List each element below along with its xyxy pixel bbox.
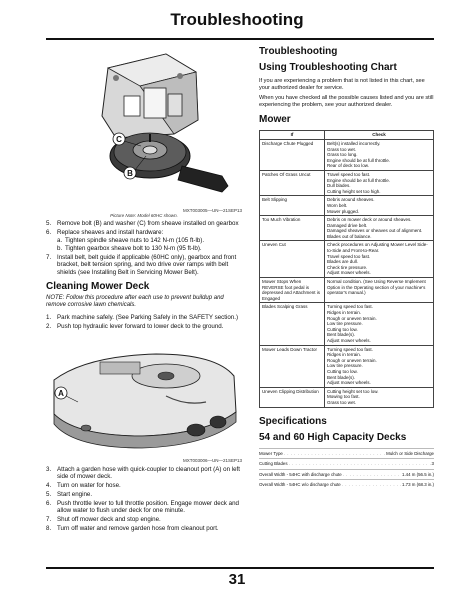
substep-letter: a.: [57, 237, 63, 245]
check-item: Rough or uneven terrain.: [327, 357, 377, 363]
troubleshooting-table-body: [260, 139, 434, 407]
step-text: Replace sheaves and install hardware:: [57, 228, 164, 236]
step-number: 3.: [46, 466, 52, 474]
step-number: 4.: [46, 482, 52, 490]
mower-deck-illustration: [46, 336, 242, 458]
leader-dots: [289, 461, 431, 467]
check-item: Dull blades.: [327, 183, 351, 189]
table-cell-check: [325, 170, 434, 195]
figure-sheave-gearbox: [46, 46, 242, 208]
header-rule: [46, 38, 434, 40]
step-text: Park machine safely. (See Parking Safely in the SAFETY section.): [57, 314, 239, 322]
step-text: Push top hydraulic lever forward to lower deck to the ground.: [57, 322, 224, 330]
table-row: [260, 303, 434, 345]
leader-dots: [342, 482, 401, 488]
table-row: [260, 216, 434, 241]
chart-heading: Using Troubleshooting Chart: [259, 62, 397, 73]
spec-value: Mulch or Side Discharge: [386, 450, 434, 456]
table-cell-if: Discharge Chute Plugged: [260, 139, 325, 170]
table-cell-if: Uneven Cut: [260, 241, 325, 278]
step-text: Remove bolt (B) and washer (C) from sheave installed on gearbox: [57, 220, 239, 227]
check-item: Rear of deck too low.: [327, 163, 370, 169]
figure-mower-deck: [46, 336, 242, 458]
check-item: Ridges in terrain.: [327, 352, 362, 358]
table-cell-check: [325, 196, 434, 216]
check-item: Grass too long.: [327, 152, 358, 158]
figure2-code: MXT003006—UN—21SEP13: [182, 458, 242, 464]
step-number: 1.: [46, 314, 52, 322]
spec-label: Cutting Blades: [259, 461, 288, 466]
table-row: [260, 196, 434, 216]
check-item: Engine should be at full throttle.: [327, 157, 391, 163]
check-item: Mower plugged.: [327, 208, 360, 214]
callout-a: A: [58, 389, 64, 399]
step-text: Install belt, belt guide if applicable (60HC only), gearbox and front bracket, belt tension spring, and two drive over ramps with belt shields (see Installing Belt in Servicing Mower Belt).: [57, 254, 237, 276]
table-cell-if: Too Much Vibration: [260, 216, 325, 241]
table-cell-if: Mower Leads Down Tractor: [260, 345, 325, 387]
spec-value: 1.44 m (56.5 in.): [402, 471, 434, 477]
page-number: 31: [228, 571, 246, 588]
check-item: Mowing too fast.: [327, 394, 360, 400]
check-item: Check procedures on Adjusting Mower Level Side-to-Side and Front-to-Rear.: [327, 242, 428, 254]
spec-label: Overall Width - 54HC w/o discharge chute: [259, 482, 341, 487]
specifications-list: [259, 448, 434, 490]
list-item: [46, 525, 242, 532]
table-cell-check: [325, 278, 434, 303]
table-row: [260, 278, 434, 303]
step-number: 6.: [46, 228, 52, 236]
step-text: Turn off water and remove garden hose from cleanout port.: [57, 524, 219, 532]
list-item: [46, 323, 242, 330]
check-item: Adjust mower wheels.: [327, 270, 371, 276]
left-column: [46, 46, 242, 534]
right-column: [259, 46, 434, 490]
table-cell-check: [325, 387, 434, 407]
check-item: Grass too wet.: [327, 399, 357, 405]
list-item: [46, 516, 242, 523]
substep: [46, 237, 242, 244]
list-item: [46, 220, 242, 227]
decks-heading: 54 and 60 High Capacity Decks: [259, 431, 407, 443]
check-item: Ridges in terrain.: [327, 310, 362, 315]
list-item: [46, 229, 242, 253]
leader-dots: [284, 451, 385, 457]
callout-b: B: [127, 169, 133, 178]
table-cell-check: [325, 241, 434, 278]
list-item: [46, 482, 242, 489]
list-item: [46, 466, 242, 481]
substep-letter: b.: [57, 245, 63, 253]
check-item: Grass too wet.: [327, 146, 357, 152]
check-item: Worn belt.: [327, 202, 348, 208]
intro-paragraph-2: When you have checked all the possible causes listed and you are still experiencing the problem, see your authorized dealer.: [259, 95, 434, 108]
spec-value: 3: [431, 461, 434, 466]
table-cell-check: [325, 303, 434, 345]
table-row: [260, 139, 434, 170]
check-item: Belt(s) installed incorrectly.: [327, 140, 381, 146]
step-text: Turn on water for hose.: [57, 482, 121, 490]
table-cell-if: Belt Slipping: [260, 196, 325, 216]
column-header-if: If: [260, 131, 325, 140]
check-item: Rough or uneven terrain.: [327, 315, 377, 321]
check-item: Bent blade(s).: [327, 374, 356, 380]
substep: [46, 245, 242, 252]
spec-value: 1.73 m (68.3 in.): [402, 482, 434, 487]
check-item: Normal condition. (See Using Reverse Implement Option in the Operating section of your machine's operator's manual.): [327, 279, 426, 296]
table-header-row: [260, 131, 434, 140]
check-item: Turning speed too fast.: [327, 346, 373, 352]
list-item: [46, 491, 242, 498]
steps-list-a: [46, 220, 242, 276]
steps-list-b: [46, 466, 242, 532]
troubleshooting-table: [259, 130, 434, 407]
check-item: Damaged sheaves or sheaves out of alignment.: [327, 228, 423, 234]
check-item: Blades are dull.: [327, 259, 359, 265]
check-item: Debris on mower deck or around sheaves.: [327, 217, 412, 223]
troubleshooting-heading: Troubleshooting: [259, 46, 338, 57]
check-item: Bent blade(s).: [327, 332, 356, 338]
leader-dots: [343, 472, 401, 478]
intro-paragraph-1: If you are experiencing a problem that is not listed in this chart, see your authorized dealer for service.: [259, 78, 425, 91]
substep-text: Tighten gearbox sheave bolt to 130 N-m (95 ft-lb).: [65, 245, 202, 253]
check-item: Travel speed too fast.: [327, 253, 371, 259]
table-cell-if: Uneven Clipping Distribution: [260, 387, 325, 407]
table-cell-check: [325, 345, 434, 387]
check-item: Cutting height set too low.: [327, 388, 379, 394]
spec-row: [259, 479, 434, 490]
check-item: Low tire pressure.: [327, 363, 363, 369]
check-item: Travel speed too fast.: [327, 171, 371, 177]
step-text: Start engine.: [57, 491, 93, 499]
check-item: Adjust mower wheels.: [327, 337, 371, 343]
check-item: Cutting too low.: [327, 326, 358, 332]
step-number: 5.: [46, 220, 52, 227]
step-number: 7.: [46, 254, 52, 262]
gearbox-illustration: [46, 46, 242, 208]
table-cell-if: Mower Stops When REVERSE foot pedal is depressed and Attachment is Engaged: [260, 278, 325, 303]
list-item: [46, 500, 242, 515]
check-item: Damaged drive belt.: [327, 222, 368, 228]
table-cell-check: [325, 216, 434, 241]
step-text: Push throttle lever to full throttle position. Engage mower deck and allow water to flush under deck for one minute.: [57, 499, 239, 515]
footer-rule: [46, 567, 434, 569]
step-text: Shut off mower deck and stop engine.: [57, 515, 161, 523]
callout-c: C: [116, 135, 122, 144]
column-header-check: Check: [325, 131, 434, 140]
spec-label: Overall Width - 54HC with discharge chute: [259, 471, 342, 477]
table-cell-check: [325, 139, 434, 170]
cleaning-note: NOTE: Follow this procedure after each use to prevent buildup and remove corrosive lawn chemicals.: [46, 295, 224, 309]
spec-row: [259, 469, 434, 480]
check-item: Cutting height set too high.: [327, 188, 381, 194]
spec-row: [259, 458, 434, 469]
list-item: [46, 254, 242, 276]
table-cell-if: Patches Of Grass Uncut: [260, 170, 325, 195]
cleaning-heading: Cleaning Mower Deck: [46, 281, 150, 293]
check-item: Turning speed too fast.: [327, 304, 373, 310]
check-item: Engine should be at full throttle.: [327, 177, 391, 183]
check-item: Adjust mower wheels.: [327, 380, 371, 386]
check-item: Debris around sheaves.: [327, 197, 375, 203]
specifications-heading: Specifications: [259, 415, 327, 427]
table-cell-if: Blades Scalping Grass: [260, 303, 325, 345]
step-number: 5.: [46, 491, 52, 499]
figure1-caption: Picture Note: Model 60HC shown.: [110, 213, 178, 218]
check-item: Cutting too low.: [327, 368, 358, 374]
step-text: Attach a garden hose with quick-coupler to cleanout port (A) on left side of mower deck.: [57, 466, 240, 481]
check-item: Check tire pressure.: [327, 264, 368, 270]
page-title: Troubleshooting: [170, 10, 304, 29]
step-number: 2.: [46, 322, 52, 330]
mower-heading: Mower: [259, 114, 291, 126]
table-row: [260, 170, 434, 195]
table-row: [260, 241, 434, 278]
step-number: 6.: [46, 499, 52, 507]
spec-row: [259, 448, 434, 459]
cleaning-steps-list: [46, 314, 242, 330]
check-item: Blades out of balance.: [327, 233, 372, 239]
figure1-code: MXT003005—UN—21SEP13: [182, 208, 242, 213]
check-item: Low tire pressure.: [327, 321, 363, 327]
table-row: [260, 387, 434, 407]
spec-label: Mower Type: [259, 450, 283, 456]
substep-text: Tighten spindle sheave nuts to 142 N-m (105 ft-lb).: [65, 237, 205, 245]
step-number: 7.: [46, 515, 52, 523]
table-row: [260, 345, 434, 387]
step-number: 8.: [46, 524, 52, 532]
list-item: [46, 314, 242, 321]
